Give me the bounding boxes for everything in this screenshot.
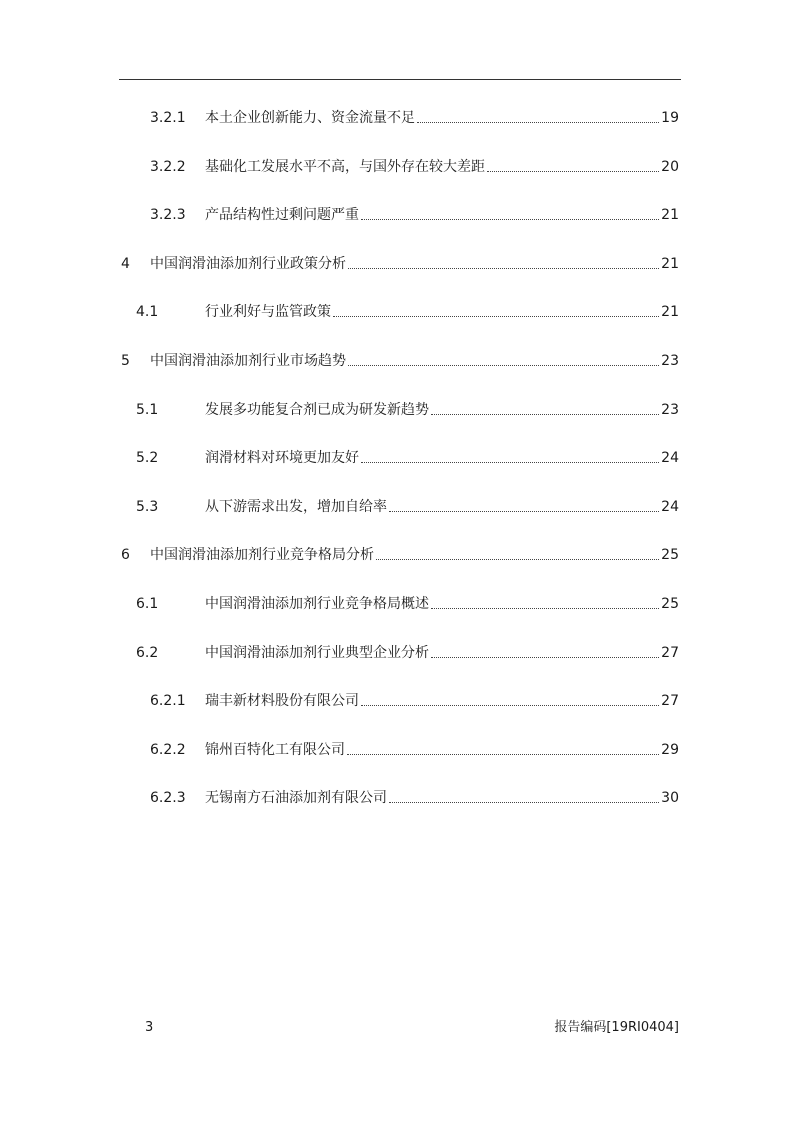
toc-entry-6-2-1[interactable] [150,691,679,711]
toc-entry-6-2-2[interactable] [150,740,679,760]
toc-entry-6-1[interactable] [136,594,679,614]
toc-dot-leader [348,365,659,366]
toc-entry-5-1[interactable] [136,400,679,420]
toc-number: 6 [121,547,130,563]
toc-dot-leader [487,171,659,172]
toc-page-number: 30 [661,790,679,806]
toc-dot-leader [431,608,659,609]
toc-page-number: 23 [661,353,679,369]
toc-entry-6-2-3[interactable] [150,788,679,808]
toc-page-number: 20 [661,159,679,175]
toc-title: 中国润滑油添加剂行业典型企业分析 [205,645,429,661]
toc-page-number: 29 [661,742,679,758]
toc-entry-4-1[interactable] [136,302,679,322]
toc-entry-3-2-3[interactable] [150,205,679,225]
toc-title: 中国润滑油添加剂行业政策分析 [150,256,346,272]
toc-title: 瑞丰新材料股份有限公司 [205,693,359,709]
toc-title: 中国润滑油添加剂行业竞争格局分析 [150,547,374,563]
toc-entry-6-2[interactable] [136,643,679,663]
toc-number: 4.1 [136,304,159,320]
toc-number: 6.1 [136,596,159,612]
toc-dot-leader [389,802,659,803]
toc-dot-leader [431,414,659,415]
footer-report-code: 报告编码[19RI0404] [554,1020,679,1035]
toc-title: 基础化工发展水平不高，与国外存在较大差距 [205,159,485,175]
toc-title: 锦州百特化工有限公司 [205,742,345,758]
toc-dot-leader [389,511,659,512]
toc-title: 从下游需求出发，增加自给率 [205,499,387,515]
toc-title: 发展多功能复合剂已成为研发新趋势 [205,402,429,418]
toc-page-number: 19 [661,110,679,126]
toc-number: 5 [121,353,130,369]
toc-title: 产品结构性过剩问题严重 [205,207,359,223]
toc-page-number: 27 [661,645,679,661]
toc-page-number: 21 [661,207,679,223]
toc-dot-leader [417,122,659,123]
toc-number: 5.3 [136,499,159,515]
toc-dot-leader [333,316,659,317]
toc-number: 3.2.1 [150,110,186,126]
toc-page-number: 24 [661,499,679,515]
toc-number: 4 [121,256,130,272]
toc-entry-3-2-1[interactable] [150,108,679,128]
toc-number: 6.2.3 [150,790,186,806]
toc-number: 6.2.1 [150,693,186,709]
toc-number: 5.1 [136,402,159,418]
toc-dot-leader [348,268,659,269]
toc-number: 5.2 [136,450,159,466]
toc-dot-leader [361,219,659,220]
toc-title: 润滑材料对环境更加友好 [205,450,359,466]
toc-dot-leader [431,657,659,658]
toc-page-number: 25 [661,547,679,563]
toc-dot-leader [361,462,659,463]
toc-entry-5-2[interactable] [136,448,679,468]
toc-dot-leader [376,559,659,560]
toc-title: 本土企业创新能力、资金流量不足 [205,110,415,126]
toc-number: 6.2 [136,645,159,661]
toc-number: 6.2.2 [150,742,186,758]
toc-number: 3.2.3 [150,207,186,223]
toc-page-number: 21 [661,304,679,320]
toc-entry-5[interactable] [121,351,679,371]
toc-page-number: 23 [661,402,679,418]
toc-title: 中国润滑油添加剂行业市场趋势 [150,353,346,369]
toc-entry-4[interactable] [121,254,679,274]
toc-dot-leader [361,705,659,706]
toc-title: 行业利好与监管政策 [205,304,331,320]
toc-number: 3.2.2 [150,159,186,175]
toc-dot-leader [347,754,659,755]
toc-title: 无锡南方石油添加剂有限公司 [205,790,387,806]
toc-title: 中国润滑油添加剂行业竞争格局概述 [205,596,429,612]
toc-page-number: 27 [661,693,679,709]
toc-page-number: 24 [661,450,679,466]
toc-entry-5-3[interactable] [136,497,679,517]
toc-entry-3-2-2[interactable] [150,157,679,177]
toc-page-number: 25 [661,596,679,612]
toc-entry-6[interactable] [121,545,679,565]
footer-page-number: 3 [145,1020,154,1035]
toc-page-number: 21 [661,256,679,272]
